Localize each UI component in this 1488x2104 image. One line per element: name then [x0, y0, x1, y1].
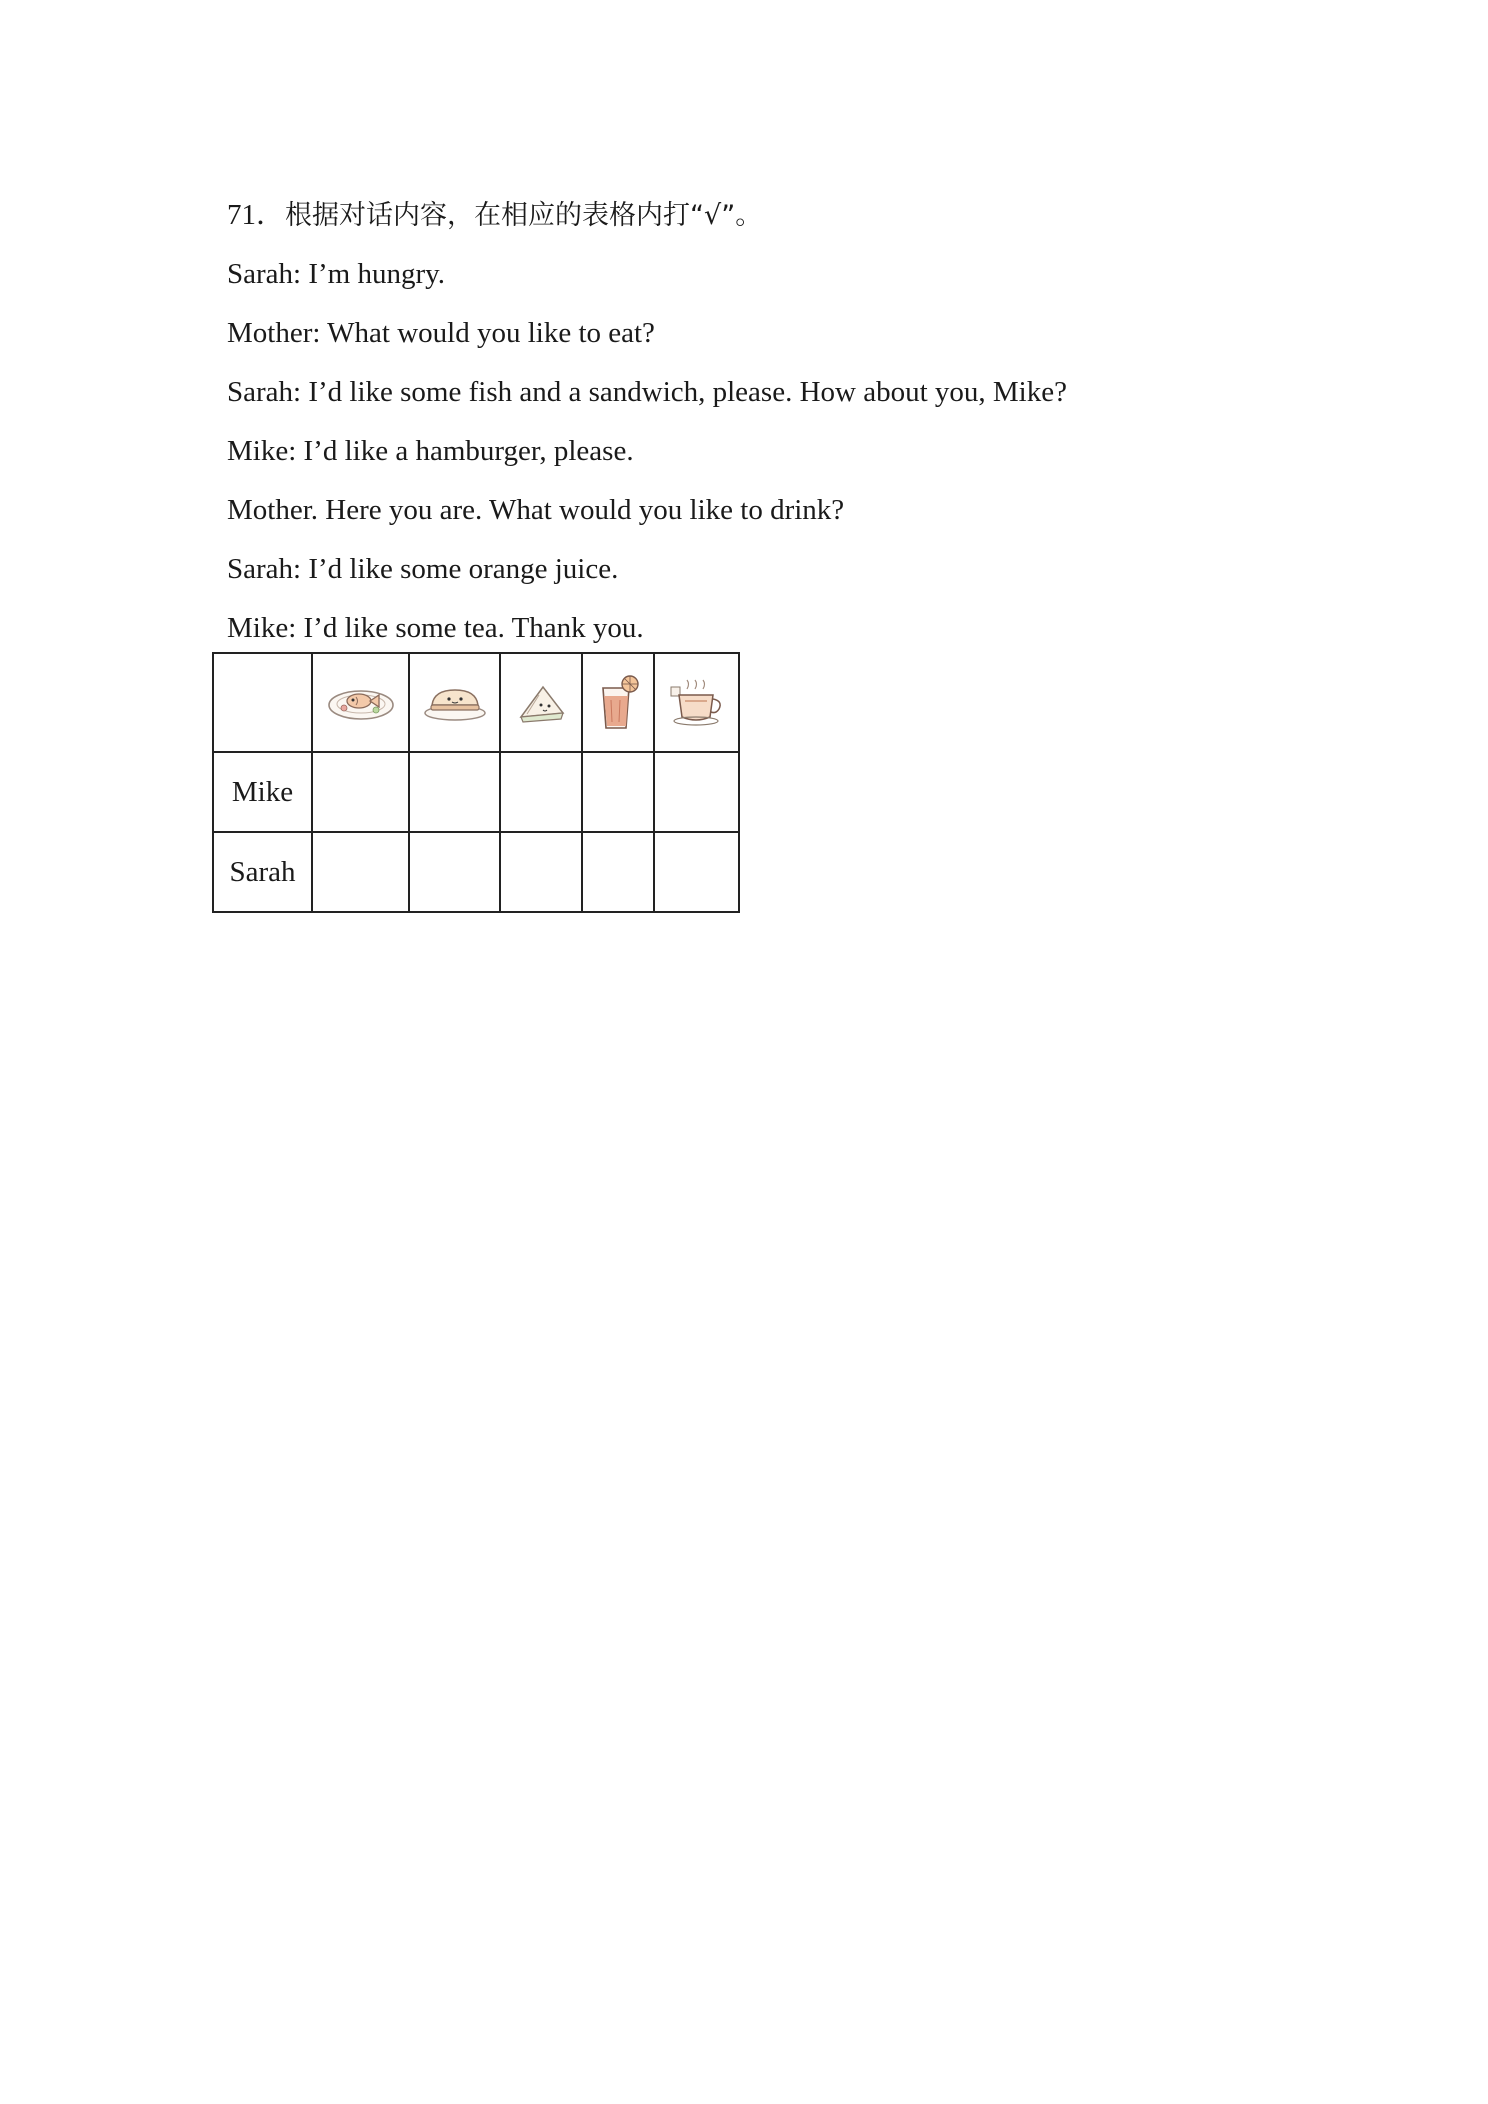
question-line — [227, 186, 1327, 245]
answer-cell[interactable] — [500, 752, 582, 832]
dialogue-line: Sarah: I’m hungry. — [227, 258, 445, 290]
answer-cell[interactable] — [582, 832, 654, 912]
fish-plate-icon — [326, 683, 396, 723]
dialogue-line: Mike: I’d like a hamburger, please. — [227, 435, 634, 467]
answer-cell[interactable] — [500, 832, 582, 912]
row-name-cell: Sarah — [213, 832, 312, 912]
answer-cell[interactable] — [409, 752, 500, 832]
dialogue-line: Mother: What would you like to eat? — [227, 317, 655, 349]
sandwich-icon — [513, 681, 569, 725]
header-cell-tea — [654, 653, 739, 752]
header-cell-fish — [312, 653, 409, 752]
answer-cell[interactable] — [654, 752, 739, 832]
answer-cell[interactable] — [582, 752, 654, 832]
header-cell-orange-juice — [582, 653, 654, 752]
table-header-row — [213, 653, 739, 752]
table-row — [213, 752, 739, 832]
dialogue-line: Mother. Here you are. What would you like to drink? — [227, 494, 845, 526]
answer-cell[interactable] — [409, 832, 500, 912]
answer-cell[interactable] — [312, 832, 409, 912]
dialogue-line: Sarah: I’d like some orange juice. — [227, 553, 619, 585]
table-row — [213, 832, 739, 912]
question-number: 71． — [227, 199, 286, 231]
tea-cup-icon — [667, 679, 727, 727]
hamburger-icon — [422, 683, 488, 723]
header-cell-sandwich — [500, 653, 582, 752]
orange-juice-icon — [595, 674, 641, 732]
question-instruction: 根据对话内容，在相应的表格内打“√”。 — [285, 200, 763, 231]
dialogue-line: Sarah: I’d like some fish and a sandwich, please. How about you, Mike? — [227, 376, 1067, 408]
row-name-cell: Mike — [213, 752, 312, 832]
worksheet — [227, 186, 1327, 658]
dialogue-line: Mike: I’d like some tea. Thank you. — [227, 612, 644, 644]
table-corner-cell — [213, 653, 312, 752]
answer-cell[interactable] — [654, 832, 739, 912]
header-cell-hamburger — [409, 653, 500, 752]
answer-table — [212, 652, 740, 913]
answer-cell[interactable] — [312, 752, 409, 832]
